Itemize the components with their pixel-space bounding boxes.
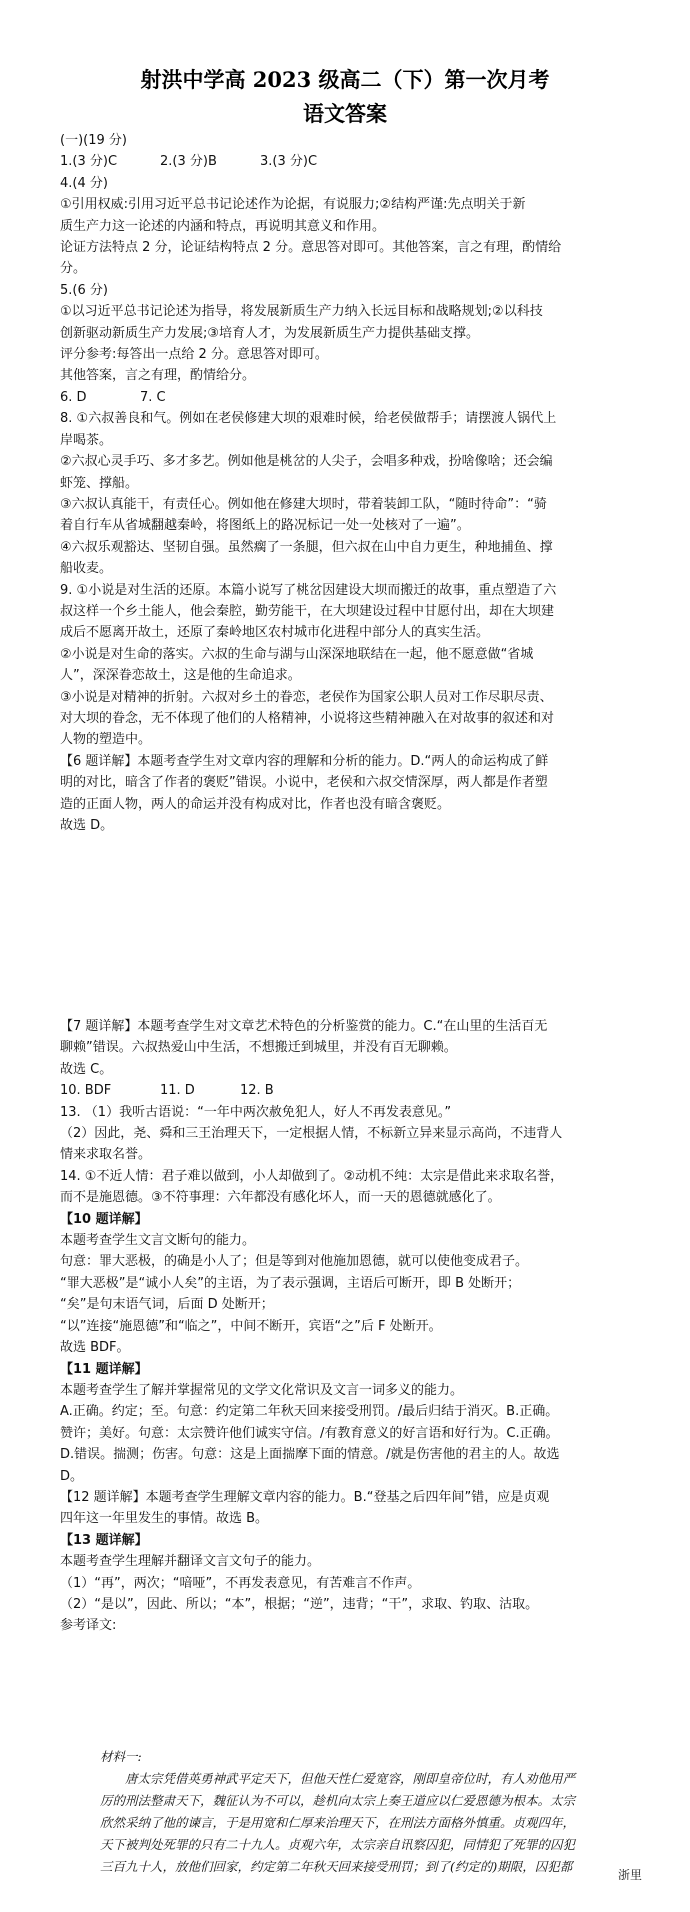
answer-section-2 bbox=[60, 1016, 640, 1637]
reference-translation-label: 参考译文: bbox=[60, 1618, 117, 1634]
translation-line: 天下被判处死罪的只有二十九人。贞观六年，太宗亲自讯察囚犯，同情犯了死罪的囚犯 bbox=[100, 1837, 576, 1852]
q9-line: 人”，深深眷恋故土，这是他的生命追求。 bbox=[60, 668, 301, 684]
answer-section-1 bbox=[60, 130, 640, 836]
q8-line: 船收麦。 bbox=[60, 561, 113, 577]
material-heading: 材料一: bbox=[100, 1749, 142, 1764]
q9-line: ③小说是对精神的折射。六叔对乡土的眷恋，老侯作为国家公职人员对工作尽职尽责、 bbox=[60, 689, 553, 705]
q4-heading: 4.(4 分) bbox=[60, 175, 108, 191]
q8-line: 岸喝茶。 bbox=[60, 432, 113, 448]
answer-q1: 1.(3 分)C bbox=[60, 154, 118, 170]
q13-detail-line: （1）“再”，两次；“喑哑”，不再发表意见，有苦难言不作声。 bbox=[60, 1575, 421, 1591]
q4-line: ①引用权威:引用习近平总书记论述作为论据，有说服力;②结构严谨:先点明关于新 bbox=[60, 197, 526, 213]
q12-detail-line: 四年这一年里发生的事情。故选 B。 bbox=[60, 1511, 269, 1527]
answer-q6: 6. D bbox=[60, 389, 87, 405]
q6-detail-line: 【6 题详解】本题考查学生对文章内容的理解和分析的能力。D.“两人的命运构成了鲜 bbox=[60, 753, 549, 769]
document-title: 射洪中学高 2023 级高二（下）第一次月考 bbox=[140, 67, 550, 92]
q13-line: 13. （1）我听古语说：“一年中两次赦免犯人，好人不再发表意见。” bbox=[60, 1104, 452, 1120]
q13-line: （2）因此，尧、舜和三王治理天下，一定根据人情，不标新立异来显示高尚，不违背人 bbox=[60, 1126, 563, 1142]
answer-q10: 10. BDF bbox=[60, 1083, 112, 1099]
q4-line: 质生产力这一论述的内涵和特点，再说明其意义和作用。 bbox=[60, 218, 386, 234]
answer-q2: 2.(3 分)B bbox=[160, 154, 217, 170]
q8-line: ②六叔心灵手巧、多才多艺。例如他是桃岔的人尖子，会唱多种戏，扮啥像啥；还会编 bbox=[60, 454, 553, 470]
q5-line: 其他答案，言之有理，酌情给分。 bbox=[60, 368, 256, 384]
q13-detail-heading: 【13 题详解】 bbox=[60, 1532, 148, 1548]
q9-line: 人物的塑造中。 bbox=[60, 732, 152, 748]
q13-detail-line: （2）“是以”，因此、所以；“本”，根据；“逆”，违背；“干”，求取、钓取、沽取。 bbox=[60, 1596, 539, 1612]
q13-detail-line: 本题考查学生理解并翻译文言文句子的能力。 bbox=[60, 1554, 321, 1570]
answers-10-12 bbox=[60, 1080, 640, 1101]
q10-detail-line: “罪大恶极”是“诚小人矣”的主语，为了表示强调，主语后可断开，即 B 处断开； bbox=[60, 1275, 521, 1291]
q11-detail-line: D.错误。揣测；伤害。句意：这是上面揣摩下面的情意。/就是伤害他的君主的人。故选 bbox=[60, 1447, 560, 1463]
q5-line: 评分参考:每答出一点给 2 分。意思答对即可。 bbox=[60, 347, 328, 363]
answer-q7: 7. C bbox=[140, 389, 166, 405]
q5-line: 创新驱动新质生产力发展;③培育人才，为发展新质生产力提供基础支撑。 bbox=[60, 325, 480, 341]
q4-line: 论证方法特点 2 分，论证结构特点 2 分。意思答对即可。其他答案，言之有理，酌情给 bbox=[60, 240, 562, 256]
reference-translation bbox=[100, 1746, 640, 1878]
answer-q11: 11. D bbox=[160, 1083, 195, 1099]
q10-detail-line: 句意：罪大恶极，的确是小人了；但是等到对他施加恩德，就可以使他变成君子。 bbox=[60, 1254, 529, 1270]
q7-detail-line: 故选 C。 bbox=[60, 1061, 113, 1077]
translation-line: 欣然采纳了他的谏言，于是用宽和仁厚来治理天下，在刑法方面格外慎重。贞观四年， bbox=[100, 1815, 576, 1830]
q11-detail-heading: 【11 题详解】 bbox=[60, 1361, 148, 1377]
answer-q3: 3.(3 分)C bbox=[260, 154, 318, 170]
section-heading: (一)(19 分) bbox=[60, 133, 127, 148]
answer-q12: 12. B bbox=[240, 1083, 274, 1099]
q9-line: 成后不愿离开故土，还原了秦岭地区农村城市化进程中部分人的真实生活。 bbox=[60, 625, 490, 641]
q8-line: ④六叔乐观豁达、坚韧自强。虽然瘸了一条腿，但六叔在山中自力更生，种地捕鱼、撑 bbox=[60, 539, 553, 555]
translation-line: 三百九十人，放他们回家，约定第二年秋天回来接受刑罚；到了(约定的)期限，囚犯都 bbox=[100, 1859, 573, 1874]
translation-line: 厉的刑法整肃天下，魏征认为不可以，趁机向太宗上奏王道应以仁爱恩德为根本。太宗 bbox=[100, 1793, 576, 1808]
q14-line: 而不是施恩德。③不符事理：六年都没有感化坏人，而一天的恩德就感化了。 bbox=[60, 1190, 501, 1206]
q11-detail-line: D。 bbox=[60, 1468, 84, 1484]
q5-line: ①以习近平总书记论述为指导，将发展新质生产力纳入长远目标和战略规划;②以科技 bbox=[60, 304, 543, 320]
q8-line: 着自行车从省城翻越秦岭，将图纸上的路况标记一处一处核对了一遍”。 bbox=[60, 518, 470, 534]
q13-line: 情来求取名誉。 bbox=[60, 1147, 152, 1163]
answers-1-3 bbox=[60, 151, 640, 172]
q5-heading: 5.(6 分) bbox=[60, 282, 108, 298]
q6-detail-line: 造的正面人物，两人的命运并没有构成对比，作者也没有暗含褒贬。 bbox=[60, 796, 451, 812]
q8-line: 8. ①六叔善良和气。例如在老侯修建大坝的艰难时候，给老侯做帮手；请摆渡人锅代上 bbox=[60, 411, 557, 427]
q7-detail-line: 【7 题详解】本题考查学生对文章艺术特色的分析鉴赏的能力。C.“在山里的生活百无 bbox=[60, 1019, 548, 1034]
q9-line: 对大坝的眷念，无不体现了他们的人格精神，小说将这些精神融入在对故事的叙述和对 bbox=[60, 710, 555, 726]
q11-detail-line: A.正确。约定；至。句意：约定第二年秋天回来接受刑罚。/最后归结于消灭。B.正确。 bbox=[60, 1404, 559, 1420]
q12-detail-line: 【12 题详解】本题考查学生理解文章内容的能力。B.“登基之后四年间”错，应是贞观 bbox=[60, 1489, 550, 1505]
q10-detail-heading: 【10 题详解】 bbox=[60, 1211, 148, 1227]
translation-line: 唐太宗凭借英勇神武平定天下，但他天性仁爱宽容，刚即皇帝位时，有人劝他用严 bbox=[125, 1771, 576, 1786]
q6-detail-line: 明的对比，暗含了作者的褒贬”错误。小说中，老侯和六叔交情深厚，两人都是作者塑 bbox=[60, 775, 548, 791]
answers-6-7 bbox=[60, 387, 640, 408]
q9-line: 叔这样一个乡土能人，他会秦腔，勤劳能干，在大坝建设过程中甘愿付出，却在大坝建 bbox=[60, 603, 555, 619]
document-subtitle: 语文答案 bbox=[303, 101, 387, 126]
q10-detail-line: “矣”是句末语气词，后面 D 处断开； bbox=[60, 1297, 274, 1313]
q10-detail-line: “以”连接“施恩德”和“临之”，中间不断开，宾语“之”后 F 处断开。 bbox=[60, 1318, 442, 1334]
q10-detail-line: 故选 BDF。 bbox=[60, 1340, 130, 1356]
q11-detail-line: 本题考查学生了解并掌握常见的文学文化常识及文言一词多义的能力。 bbox=[60, 1382, 464, 1398]
q11-detail-line: 赞许；美好。句意：太宗赞许他们诚实守信。/有教育意义的好言语和好行为。C.正确。 bbox=[60, 1425, 559, 1441]
q9-line: ②小说是对生命的落实。六叔的生命与湖与山深深地联结在一起，他不愿意做“省城 bbox=[60, 646, 534, 662]
q8-line: 虾笼、撑船。 bbox=[60, 475, 139, 491]
q9-line: 9. ①小说是对生活的还原。本篇小说写了桃岔因建设大坝而搬迁的故事，重点塑造了六 bbox=[60, 582, 557, 598]
footer-mark: 浙里 bbox=[618, 1868, 643, 1882]
q4-line: 分。 bbox=[60, 261, 87, 277]
q6-detail-line: 故选 D。 bbox=[60, 818, 114, 833]
q7-detail-line: 聊赖”错误。六叔热爱山中生活，不想搬迁到城里，并没有百无聊赖。 bbox=[60, 1040, 457, 1056]
q8-line: ③六叔认真能干，有责任心。例如他在修建大坝时，带着装卸工队，“随时待命”：“骑 bbox=[60, 496, 547, 512]
q14-line: 14. ①不近人情：君子难以做到，小人却做到了。②动机不纯：太宗是借此来求取名誉， bbox=[60, 1168, 564, 1184]
q10-detail-line: 本题考查学生文言文断句的能力。 bbox=[60, 1233, 256, 1249]
